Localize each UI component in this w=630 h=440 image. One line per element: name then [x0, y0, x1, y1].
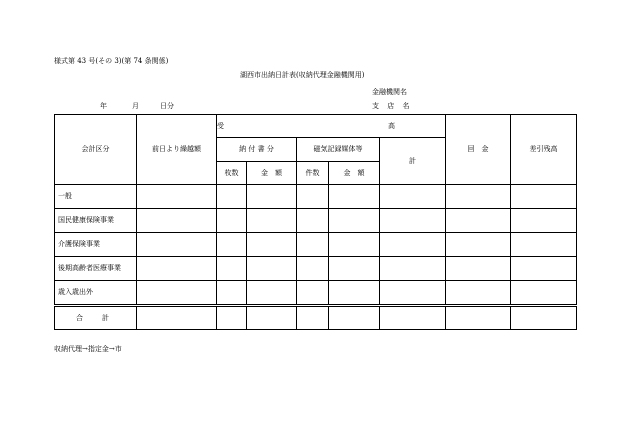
- slips-amount-header: 金 額: [247, 162, 297, 185]
- magnetic-header: 磁気記録媒体等: [297, 138, 380, 162]
- total-row: [55, 306, 577, 330]
- date-line: [100, 103, 174, 110]
- row-label: 国民健康保険事業: [55, 209, 137, 233]
- received-header: 受 高: [217, 115, 446, 138]
- category-header: 会計区分: [55, 115, 137, 185]
- row-label: 後期高齢者医療事業: [55, 257, 137, 281]
- sheet-count-header: 枚数: [217, 162, 247, 185]
- item-count-header: 件数: [297, 162, 329, 185]
- magnetic-amount-header: 金 額: [329, 162, 380, 185]
- slips-header: 納 付 書 分: [217, 138, 297, 162]
- remit-header: 回 金: [446, 115, 511, 185]
- header-row-1: [55, 115, 577, 138]
- row-label: 一般: [55, 185, 137, 209]
- table-row: [55, 185, 577, 209]
- carryover-header: 前日より繰越額: [137, 115, 217, 185]
- footer-note: 収納代理→指定金→市: [54, 345, 122, 353]
- branch-name-label: 支 店 名: [372, 102, 413, 110]
- row-label: 歳入歳出外: [55, 281, 137, 306]
- total-label: 合 計: [55, 306, 137, 330]
- table-row: [55, 233, 577, 257]
- month-label: 月: [132, 102, 139, 110]
- row-label: 介護保険事業: [55, 233, 137, 257]
- year-label: 年: [100, 102, 107, 110]
- daily-ledger-table: [54, 114, 577, 330]
- balance-header: 差引残高: [511, 115, 577, 185]
- form-number: 様式第 43 号(その 3)(第 74 条関係): [54, 57, 169, 65]
- table-row: [55, 209, 577, 233]
- table-row: [55, 257, 577, 281]
- bank-name-label: 金融機関名: [372, 88, 407, 96]
- table-row: [55, 281, 577, 306]
- total-column-header: 計: [380, 138, 446, 185]
- day-label: 日分: [160, 102, 174, 110]
- form-title: 湖西市出納日計表(収納代理金融機関用): [240, 71, 365, 79]
